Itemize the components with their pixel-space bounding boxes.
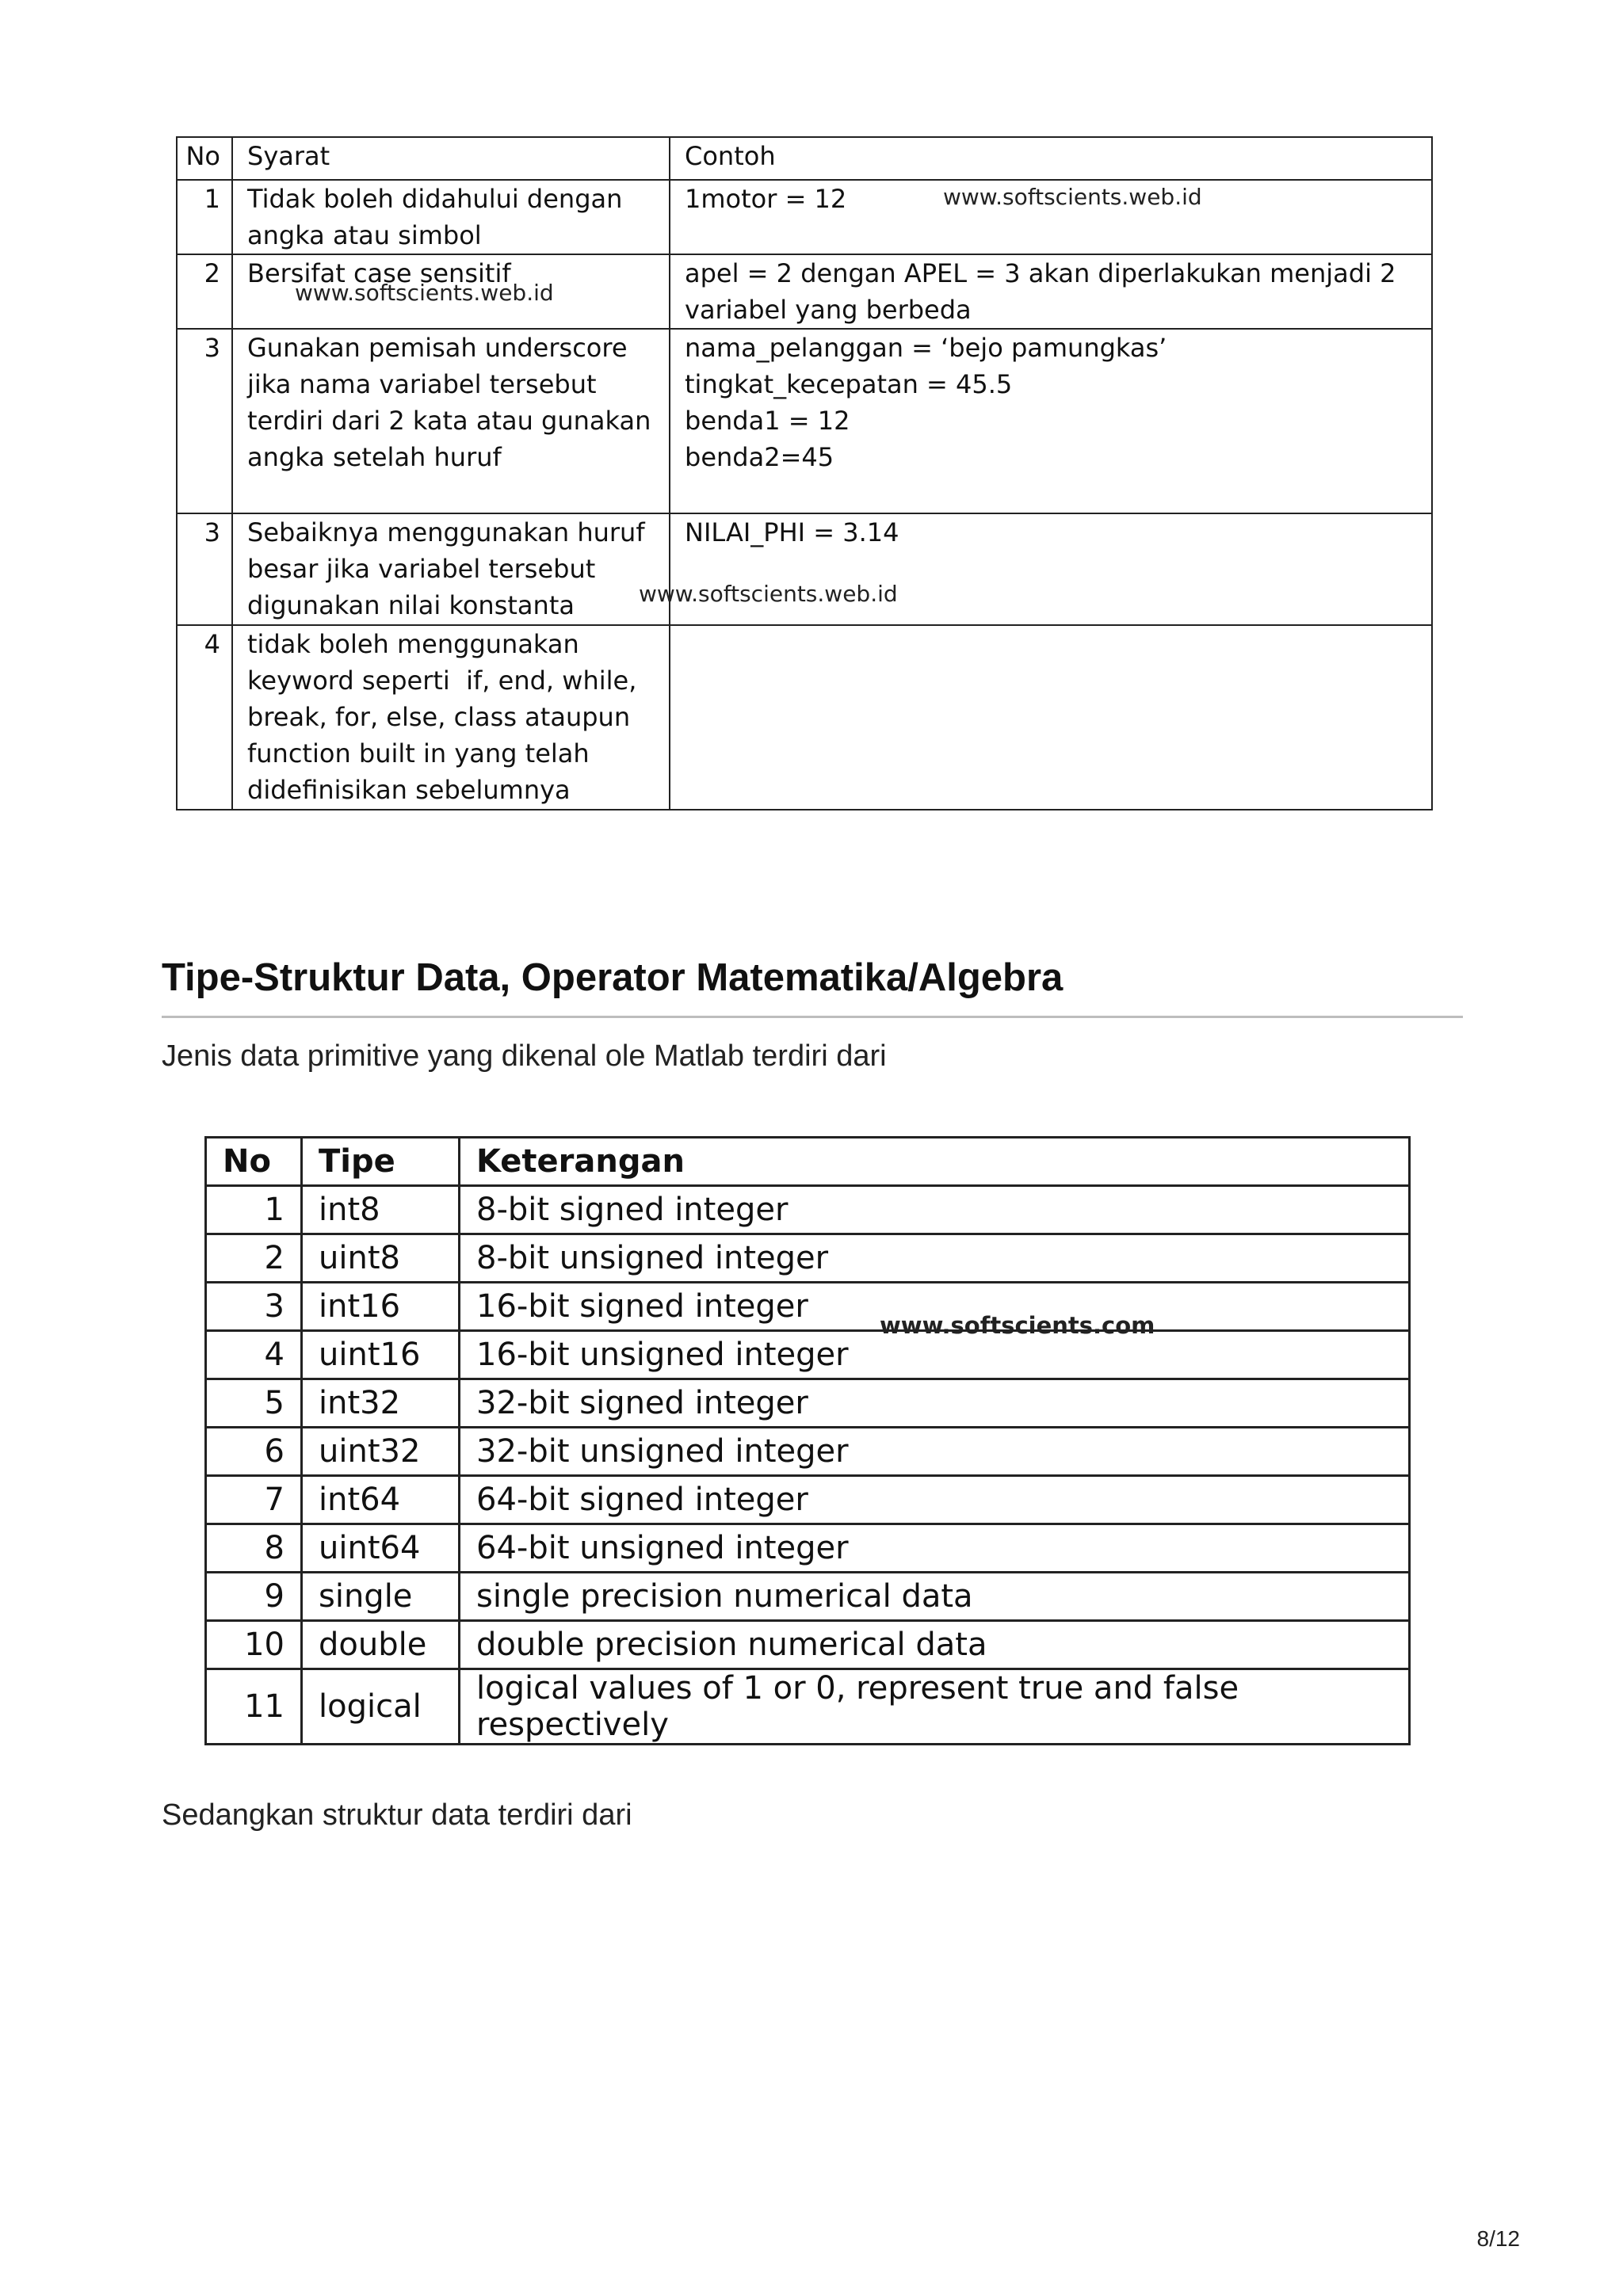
table-row <box>206 1186 1410 1234</box>
cell-tipe: logical <box>302 1669 460 1745</box>
syarat-line: function built in yang telah <box>247 738 590 769</box>
cell-tipe: int64 <box>302 1476 460 1524</box>
cell-keterangan: double precision numerical data <box>460 1621 1410 1669</box>
contoh-line: 1motor = 12 <box>685 184 847 214</box>
cell-tipe: int32 <box>302 1379 460 1428</box>
contoh-line: variabel yang berbeda <box>685 295 972 325</box>
row-syarat <box>232 513 670 625</box>
syarat-line: Sebaiknya menggunakan huruf <box>247 517 645 547</box>
row-syarat <box>232 329 670 513</box>
cell-no: 9 <box>206 1573 302 1621</box>
page-number: 8/12 <box>1476 2226 1520 2251</box>
row-no: 4 <box>177 625 232 810</box>
watermark-text: www.softscients.web.id <box>295 280 554 306</box>
table-header-row <box>177 137 1432 180</box>
syarat-line: digunakan nilai konstanta <box>247 590 575 620</box>
syarat-line: angka setelah huruf <box>247 442 502 472</box>
cell-no: 11 <box>206 1669 302 1745</box>
table-row <box>206 1428 1410 1476</box>
cell-keterangan: 64-bit unsigned integer <box>460 1524 1410 1573</box>
cell-no: 4 <box>206 1331 302 1379</box>
row-syarat <box>232 180 670 254</box>
section-heading: Tipe-Struktur Data, Operator Matematika/Algebra <box>162 956 1064 999</box>
table-header-row <box>206 1138 1410 1186</box>
cell-keterangan: 16-bit signed integer <box>460 1283 1410 1331</box>
cell-keterangan: 32-bit signed integer <box>460 1379 1410 1428</box>
syarat-line: Gunakan pemisah underscore <box>247 333 628 363</box>
outro-paragraph: Sedangkan struktur data terdiri dari <box>162 1798 632 1832</box>
table-row <box>177 625 1432 810</box>
table-row <box>206 1283 1410 1331</box>
cell-keterangan: logical values of 1 or 0, represent true and false respectively <box>460 1669 1410 1745</box>
row-no: 3 <box>177 329 232 513</box>
intro-paragraph: Jenis data primitive yang dikenal ole Matlab terdiri dari <box>162 1039 887 1073</box>
cell-keterangan: 8-bit signed integer <box>460 1186 1410 1234</box>
cell-no: 6 <box>206 1428 302 1476</box>
syarat-line: terdiri dari 2 kata atau gunakan <box>247 406 651 436</box>
contoh-line: apel = 2 dengan APEL = 3 akan diperlakukan menjadi 2 <box>685 258 1396 288</box>
cell-keterangan: 8-bit unsigned integer <box>460 1234 1410 1283</box>
row-no: 1 <box>177 180 232 254</box>
syarat-line: Bersifat case sensitif <box>247 258 511 288</box>
cell-tipe: uint64 <box>302 1524 460 1573</box>
table-row <box>177 329 1432 513</box>
cell-keterangan: 16-bit unsigned integer <box>460 1331 1410 1379</box>
cell-keterangan: single precision numerical data <box>460 1573 1410 1621</box>
cell-no: 8 <box>206 1524 302 1573</box>
variable-naming-rules-table <box>176 136 1433 810</box>
syarat-line: Tidak boleh didahului dengan <box>247 184 623 214</box>
syarat-line: didefinisikan sebelumnya <box>247 775 571 805</box>
cell-tipe: uint8 <box>302 1234 460 1283</box>
table-row <box>206 1524 1410 1573</box>
row-no: 3 <box>177 513 232 625</box>
watermark-text: www.softscients.web.id <box>943 184 1202 210</box>
row-contoh <box>670 329 1432 513</box>
contoh-line: nama_pelanggan = ‘bejo pamungkas’ <box>685 333 1167 363</box>
header-no: No <box>177 137 232 180</box>
table-row <box>206 1669 1410 1745</box>
syarat-line: keyword seperti if, end, while, <box>247 666 637 696</box>
header-no: No <box>206 1138 302 1186</box>
contoh-line: benda1 = 12 <box>685 406 850 436</box>
heading-divider <box>162 1016 1463 1018</box>
header-keterangan: Keterangan <box>460 1138 1410 1186</box>
table-row <box>177 513 1432 625</box>
row-contoh-empty <box>670 625 1432 810</box>
cell-keterangan: 32-bit unsigned integer <box>460 1428 1410 1476</box>
cell-keterangan: 64-bit signed integer <box>460 1476 1410 1524</box>
header-syarat: Syarat <box>232 137 670 180</box>
cell-tipe: uint16 <box>302 1331 460 1379</box>
syarat-line: besar jika variabel tersebut <box>247 554 596 584</box>
table-row <box>206 1331 1410 1379</box>
cell-no: 2 <box>206 1234 302 1283</box>
cell-no: 10 <box>206 1621 302 1669</box>
contoh-line: benda2=45 <box>685 442 834 472</box>
table-row <box>206 1573 1410 1621</box>
syarat-line: tidak boleh menggunakan <box>247 629 579 659</box>
cell-no: 3 <box>206 1283 302 1331</box>
table-row <box>206 1379 1410 1428</box>
syarat-line: break, for, else, class ataupun <box>247 702 631 732</box>
cell-tipe: uint32 <box>302 1428 460 1476</box>
table-row <box>206 1234 1410 1283</box>
cell-tipe: single <box>302 1573 460 1621</box>
row-no: 2 <box>177 254 232 329</box>
table-row <box>206 1476 1410 1524</box>
table-row <box>206 1621 1410 1669</box>
contoh-line: NILAI_PHI = 3.14 <box>685 517 899 547</box>
row-syarat <box>232 625 670 810</box>
watermark-text: www.softscients.web.id <box>639 581 898 607</box>
cell-tipe: int16 <box>302 1283 460 1331</box>
header-contoh: Contoh <box>670 137 1432 180</box>
cell-no: 5 <box>206 1379 302 1428</box>
row-contoh <box>670 254 1432 329</box>
cell-no: 1 <box>206 1186 302 1234</box>
header-tipe: Tipe <box>302 1138 460 1186</box>
table-row <box>177 180 1432 254</box>
row-contoh <box>670 513 1432 625</box>
cell-tipe: int8 <box>302 1186 460 1234</box>
cell-tipe: double <box>302 1621 460 1669</box>
watermark-text: www.softscients.com <box>880 1312 1155 1339</box>
syarat-line: jika nama variabel tersebut <box>247 369 597 399</box>
contoh-line: tingkat_kecepatan = 45.5 <box>685 369 1013 399</box>
syarat-line: angka atau simbol <box>247 220 482 250</box>
cell-no: 7 <box>206 1476 302 1524</box>
primitive-types-table <box>204 1136 1411 1745</box>
